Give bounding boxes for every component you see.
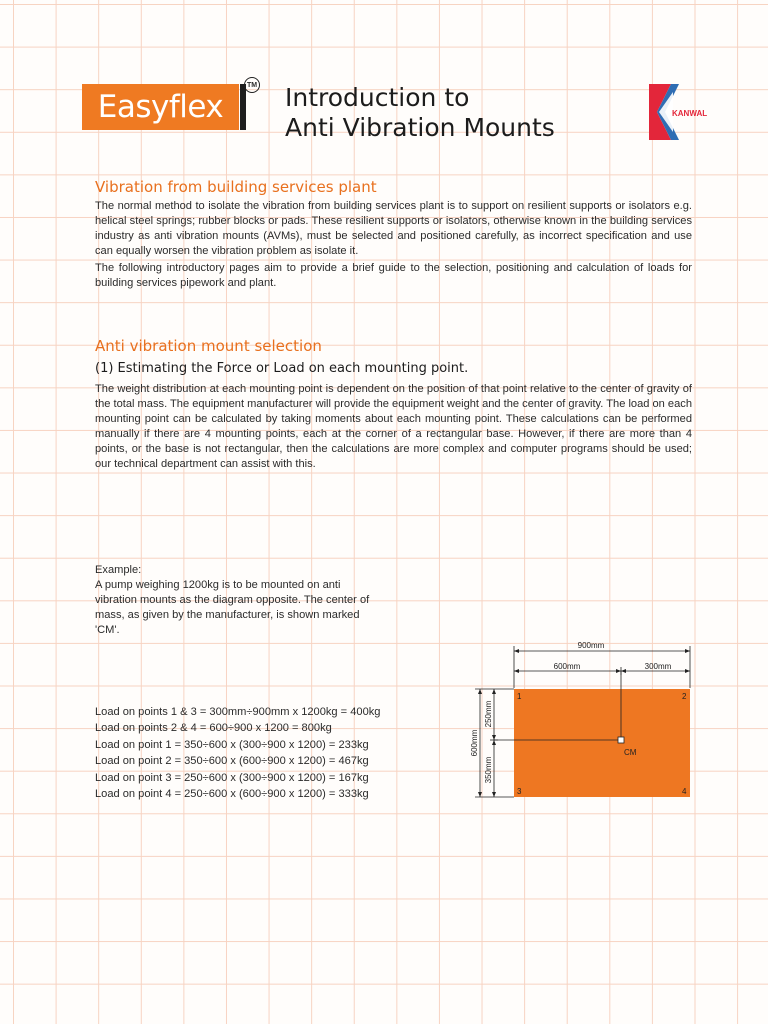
center-of-mass-marker (618, 737, 624, 743)
brand-logo (82, 84, 239, 130)
page-title (285, 83, 615, 143)
calculation-line: Load on points 2 & 4 = 600÷900 x 1200 = 800kg (95, 722, 332, 735)
example-line: mass, as given by the manufacturer, is shown marked (95, 609, 360, 621)
point-label-1: 1 (517, 692, 522, 701)
brand-divider (240, 84, 246, 130)
dimension-label-height-bottom: 350mm (484, 756, 493, 784)
section1-paragraph-1: The normal method to isolate the vibration from building services plant is to support on resilient supports or isolators e.g. helical steel springs; rubber blocks or pads. These resilient supports or isolators, otherwise known in the building services industry as anti vibration mounts (AVMs), must be selected and positioned carefully, as incorrect specification and use can equally worsen the vibration problem as isolate it. (95, 200, 692, 257)
page-title-line-2: Anti Vibration Mounts (285, 113, 555, 142)
dimension-label-width-right: 300mm (644, 662, 672, 671)
point-label-4: 4 (682, 787, 687, 796)
point-label-2: 2 (682, 692, 687, 701)
section2-paragraph: The weight distribution at each mounting point is dependent on the position of that point relative to the center of gravity of the total mass. The equipment manufacturer will provide the equipment weight and the center of gravity. The load on each mounting point can be calculated by taking moments about each mounting point. These calculations can be performed manually if there are 4 mounting points, each at the corner of a rectangular base. However, if there are more than 4 points, or the base is not rectangular, then the calculations are more complex and computer programs should be used; our technical department can assist with this. (95, 383, 692, 470)
brand-name: Easyflex (97, 89, 224, 125)
example-line: A pump weighing 1200kg is to be mounted on anti (95, 579, 341, 591)
section-subheading-force: (1) Estimating the Force or Load on each mounting point. (95, 361, 469, 376)
mounting-diagram (466, 640, 692, 812)
cm-label: CM (624, 748, 637, 757)
section1-body (95, 199, 692, 291)
pump-base-plate (514, 689, 690, 797)
example-line: vibration mounts as the diagram opposite. The center of (95, 594, 370, 606)
example-block (95, 563, 407, 638)
calculation-line: Load on point 4 = 250÷600 x (600÷900 x 1200) = 333kg (95, 788, 369, 801)
section-heading-selection: Anti vibration mount selection (95, 337, 322, 355)
kanwal-logo-icon (649, 84, 729, 140)
calculation-line: Load on point 1 = 350÷600 x (300÷900 x 1200) = 233kg (95, 738, 369, 751)
trademark-icon: TM (244, 77, 260, 93)
example-line: 'CM'. (95, 624, 120, 636)
section1-paragraph-2: The following introductory pages aim to provide a brief guide to the selection, positioning and calculation of loads for building services pipework and plant. (95, 262, 692, 289)
example-label: Example: (95, 564, 142, 576)
logo-text: KANWAL (672, 109, 708, 118)
dimension-label-height-top: 250mm (484, 700, 493, 728)
dimension-label-height-total: 600mm (470, 729, 479, 757)
calculation-line: Load on points 1 & 3 = 300mm÷900mm x 1200kg = 400kg (95, 706, 381, 718)
calculation-line: Load on point 2 = 350÷600 x (600÷900 x 1200) = 467kg (95, 755, 369, 768)
calculation-line: Load on point 3 = 250÷600 x (300÷900 x 1200) = 167kg (95, 771, 369, 784)
page-title-line-1: Introduction to (285, 83, 470, 112)
dimension-label-width-left: 600mm (553, 662, 581, 671)
dimension-label-width-total: 900mm (577, 641, 605, 650)
calculation-list (95, 704, 380, 802)
section-heading-vibration: Vibration from building services plant (95, 178, 377, 196)
point-label-3: 3 (517, 787, 522, 796)
